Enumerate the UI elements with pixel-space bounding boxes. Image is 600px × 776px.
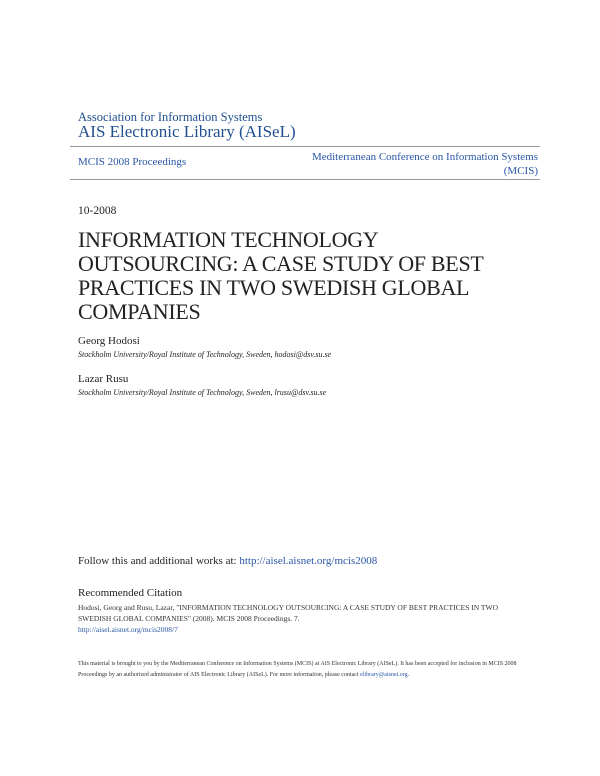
notice-end: . (407, 672, 410, 678)
author-affiliation: Stockholm University/Royal Institute of Technology, Sweden, lrusu@dsv.su.se (78, 388, 327, 397)
follow-text: Follow this and additional works at: (78, 555, 240, 567)
citation-text: Hodosi, Georg and Rusu, Lazar, "INFORMATION TECHNOLOGY OUTSOURCING: A CASE STUDY OF BEST PRACTICES IN TWO SWEDISH GLOBAL COMPANIES" (2008). MCIS 2008 Proceedings. 7. (78, 603, 498, 623)
notice-text: This material is brought to you by the Mediterranean Conference on Information Systems (MCIS) at AIS Electronic Library (AISeL). It has been accepted for inclusion in MCIS 2008 Proceedings by an authorized administrator of AIS Electronic Library (AISeL). For more information, please contact (78, 661, 517, 678)
author-affiliation: Stockholm University/Royal Institute of Technology, Sweden, hodosi@dsv.su.se (78, 350, 332, 359)
access-notice (78, 659, 523, 681)
conference-link[interactable]: Mediterranean Conference on Information Systems (MCIS) (311, 151, 538, 177)
recommended-citation-heading: Recommended Citation (78, 587, 183, 599)
follow-line (78, 555, 377, 567)
header-divider (70, 146, 540, 147)
author-name: Georg Hodosi (78, 335, 140, 347)
series-divider (70, 179, 540, 180)
collection-link[interactable]: http://aisel.aisnet.org/mcis2008 (239, 555, 378, 567)
citation-block (78, 602, 523, 635)
org-name: Association for Information Systems (78, 110, 263, 124)
citation-link[interactable]: http://aisel.aisnet.org/mcis2008/7 (78, 625, 178, 634)
paper-title: INFORMATION TECHNOLOGY OUTSOURCING: A CASE STUDY OF BEST PRACTICES IN TWO SWEDISH GLOBAL COMPANIES (78, 227, 484, 324)
publication-date: 10-2008 (78, 205, 117, 217)
library-name-link[interactable]: AIS Electronic Library (AISeL) (78, 122, 296, 141)
contact-email-link[interactable]: elibrary@aisnet.org (360, 672, 408, 678)
author-name: Lazar Rusu (78, 373, 129, 385)
proceedings-link[interactable]: MCIS 2008 Proceedings (78, 156, 187, 168)
